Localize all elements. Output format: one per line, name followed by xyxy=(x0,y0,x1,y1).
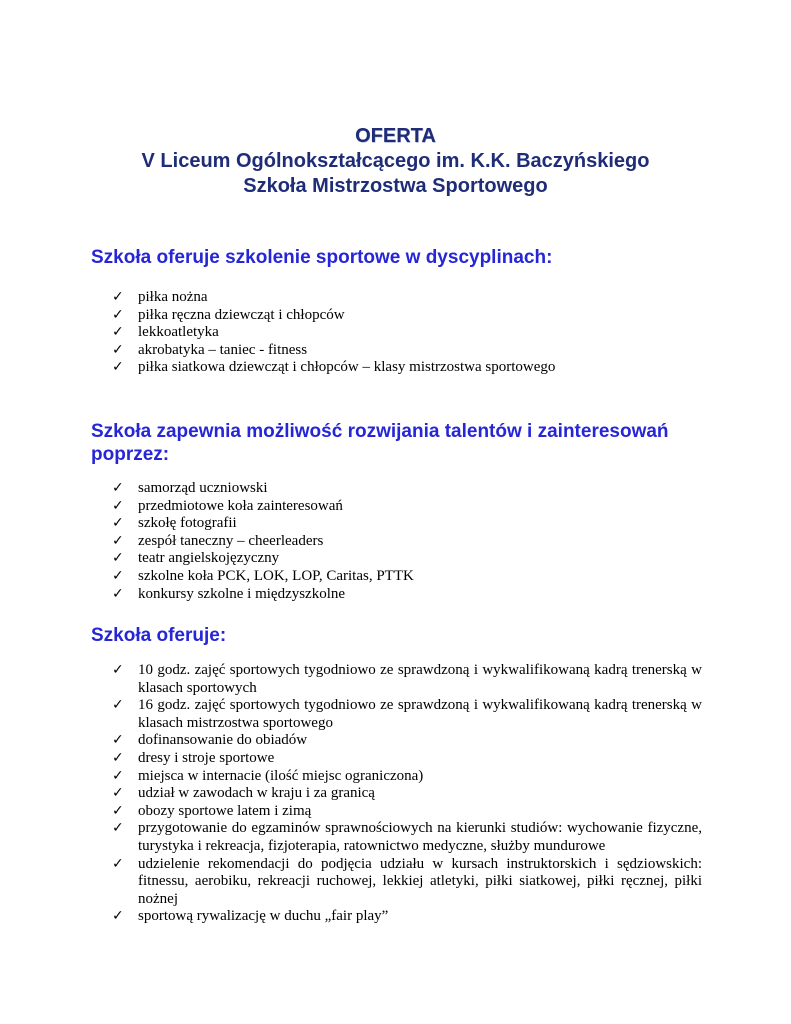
check-mark-icon: ✓ xyxy=(112,855,124,872)
check-mark-icon: ✓ xyxy=(112,785,124,802)
list-item-text: udzielenie rekomendacji do podjęcia udziału w kursach instruktorskich i sędziowskich: fitnessu, aerobiku, rekreacji ruchowej, lekkiej atletyki, piłki siatkowej, piłki ręcznej, piłki nożnej xyxy=(138,855,702,907)
check-mark-icon: ✓ xyxy=(112,767,124,784)
list-item-text: lekkoatletyka xyxy=(138,324,219,341)
check-mark-icon: ✓ xyxy=(112,306,124,323)
check-mark-icon: ✓ xyxy=(112,550,124,567)
section-heading-disciplines: Szkoła oferuje szkolenie sportowe w dyscyplinach: xyxy=(91,247,553,268)
check-mark-icon: ✓ xyxy=(112,908,124,925)
list-item-text: piłka ręczna dziewcząt i chłopców xyxy=(138,306,345,323)
document-header xyxy=(0,124,791,199)
list-item xyxy=(112,550,702,568)
list-item-text: przygotowanie do egzaminów sprawnościowych na kierunki studiów: wychowanie fizyczne, turystyka i rekreacja, fizjoterapia, ratownictwo medyczne, służby mundurowe xyxy=(138,820,702,854)
list-item xyxy=(112,498,702,516)
list-item-text: obozy sportowe latem i zimą xyxy=(138,802,312,819)
check-mark-icon: ✓ xyxy=(112,662,124,678)
check-mark-icon: ✓ xyxy=(112,585,124,602)
list-item-text: 10 godz. zajęć sportowych tygodniowo ze sprawdzoną i wykwalifikowaną kadrą trenerską w klasach sportowych xyxy=(138,662,702,696)
list-item-text: samorząd uczniowski xyxy=(138,480,268,496)
talents-list xyxy=(112,480,702,603)
list-item-text: piłka nożna xyxy=(138,289,208,305)
list-item-text: teatr angielskojęzyczny xyxy=(138,550,280,567)
check-mark-icon: ✓ xyxy=(112,289,124,305)
check-mark-icon: ✓ xyxy=(112,324,124,341)
section-heading-talents: Szkoła zapewnia możliwość rozwijania talentów i zainteresowań poprzez: xyxy=(91,421,669,465)
list-item xyxy=(112,289,702,307)
list-item-text: szkolne koła PCK, LOK, LOP, Caritas, PTTK xyxy=(138,567,414,584)
list-item xyxy=(112,908,702,926)
school-name: V Liceum Ogólnokształcącego im. K.K. Baczyńskiego xyxy=(141,150,650,172)
list-item xyxy=(112,480,702,498)
list-item-text: piłka siatkowa dziewcząt i chłopców – klasy mistrzostwa sportowego xyxy=(138,359,556,376)
school-subtitle: Szkoła Mistrzostwa Sportowego xyxy=(243,175,548,197)
check-mark-icon: ✓ xyxy=(112,341,124,358)
list-item-text: dofinansowanie do obiadów xyxy=(138,732,308,749)
list-item-text: zespół taneczny – cheerleaders xyxy=(138,532,324,549)
list-item-text: szkołę fotografii xyxy=(138,515,237,532)
list-item-text: przedmiotowe koła zainteresowań xyxy=(138,497,343,514)
list-item xyxy=(112,856,702,909)
check-mark-icon: ✓ xyxy=(112,532,124,549)
document-title: OFERTA xyxy=(355,125,436,147)
list-item-text: konkursy szkolne i międzyszkolne xyxy=(138,585,346,602)
list-item xyxy=(112,820,702,855)
list-item xyxy=(112,568,702,586)
list-item xyxy=(112,359,702,377)
check-mark-icon: ✓ xyxy=(112,749,124,766)
list-item-text: 16 godz. zajęć sportowych tygodniowo ze sprawdzoną i wykwalifikowaną kadrą trenerską w klasach mistrzostwa sportowego xyxy=(138,697,702,731)
list-item xyxy=(112,533,702,551)
list-item xyxy=(112,515,702,533)
check-mark-icon: ✓ xyxy=(112,480,124,496)
check-mark-icon: ✓ xyxy=(112,697,124,714)
list-item xyxy=(112,324,702,342)
section-heading-offer: Szkoła oferuje: xyxy=(91,625,227,646)
list-item xyxy=(112,307,702,325)
list-item xyxy=(112,586,702,604)
check-mark-icon: ✓ xyxy=(112,359,124,376)
list-item xyxy=(112,732,702,750)
check-mark-icon: ✓ xyxy=(112,802,124,819)
list-item xyxy=(112,785,702,803)
check-mark-icon: ✓ xyxy=(112,820,124,837)
list-item xyxy=(112,342,702,360)
list-item-text: miejsca w internacie (ilość miejsc ograniczona) xyxy=(138,767,424,784)
list-item-text: dresy i stroje sportowe xyxy=(138,749,275,766)
list-item-text: sportową rywalizację w duchu „fair play” xyxy=(138,908,389,925)
list-item xyxy=(112,803,702,821)
list-item xyxy=(112,750,702,768)
list-item xyxy=(112,768,702,786)
check-mark-icon: ✓ xyxy=(112,732,124,749)
list-item xyxy=(112,662,702,697)
list-item-text: udział w zawodach w kraju i za granicą xyxy=(138,785,375,802)
offer-list xyxy=(112,662,702,926)
check-mark-icon: ✓ xyxy=(112,497,124,514)
check-mark-icon: ✓ xyxy=(112,567,124,584)
list-item-text: akrobatyka – taniec - fitness xyxy=(138,341,308,358)
disciplines-list xyxy=(112,289,702,377)
list-item xyxy=(112,697,702,732)
check-mark-icon: ✓ xyxy=(112,515,124,532)
